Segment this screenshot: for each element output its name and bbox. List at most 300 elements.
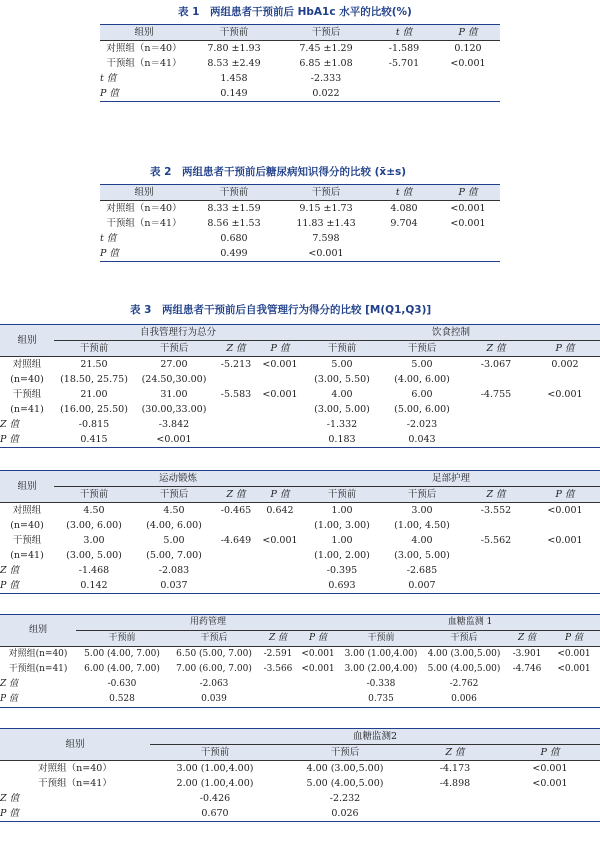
header-cell: Z 值 [226,343,246,354]
cell [258,372,302,387]
cell: (3.00, 5.00) [66,550,122,561]
cell: 0.680 [220,233,248,244]
cell: 4.00 (3.00,5.00) [306,763,384,774]
cell: -2.083 [158,565,190,576]
cell: -0.815 [78,419,110,430]
table1-caption: 表 1 两组患者干预前后 HbA1c 水平的比较(%) [178,6,412,18]
cell: 0.043 [408,434,436,445]
header-cell: 干预前 [367,633,395,643]
cell: 对照组 [12,359,42,370]
header-cell: 干预后 [200,633,228,643]
cell: -3.067 [480,359,512,370]
cell: 0.006 [451,694,477,704]
cell: 4.50 [83,505,105,516]
cell: 0.026 [331,808,359,819]
cell: -2.762 [449,679,479,689]
table-row [0,677,600,692]
cell: 31.00 [160,389,188,400]
cell [500,806,600,822]
cell: 11.83 ±1.43 [296,218,356,229]
cell: (1.00, 2.00) [314,550,370,561]
table-row [0,647,600,663]
table1 [100,24,500,102]
table-row [100,56,500,71]
cell: <0.001 [532,778,568,789]
cell: P 值 [100,248,119,259]
header-cell: 组别 [28,625,47,635]
table-row [100,231,500,246]
table1-header [100,25,500,41]
header-cell: P 值 [555,489,575,500]
cell: 5.00 [163,535,185,546]
cell: 3.00 (1.00,4.00) [344,649,418,659]
cell [258,548,302,563]
cell: 对照组（n＝40） [106,43,182,54]
cell: 5.00 (4.00,5.00) [306,778,384,789]
cell: 4.00 [331,389,353,400]
cell [506,677,548,692]
cell [214,372,258,387]
table3-block1 [0,324,600,448]
cell: 0.007 [408,580,436,591]
cell: 6.00 (4.00, 7.00) [84,664,160,674]
cell: -5.213 [220,359,252,370]
header-cell: 干预前 [200,747,230,758]
cell: <0.001 [262,359,298,370]
cell: 0.037 [160,580,188,591]
cell: 5.00 [411,359,433,370]
block-body [0,503,600,594]
cell: (30.00,33.00) [141,404,207,415]
header-cell: 组别 [134,27,154,38]
cell: -5.583 [220,389,252,400]
cell: (n=40) [10,520,44,531]
block-subheader-row [0,341,600,357]
cell [530,548,600,563]
cell [462,372,530,387]
header-cell: 干预前 [219,27,249,38]
cell [214,432,258,448]
cell: -1.468 [78,565,110,576]
cell: -5.562 [480,535,512,546]
cell: 1.458 [220,73,248,84]
cell [258,417,302,432]
cell: -4.173 [439,763,471,774]
cell: 7.80 ±1.93 [207,43,261,54]
cell: -2.333 [310,73,342,84]
block-header-row [0,471,600,487]
cell: (3.00, 5.50) [314,374,370,385]
cell: 0.642 [266,505,294,516]
cell: 0.022 [312,88,340,99]
header-cell: P 值 [309,633,327,643]
cell [436,86,500,102]
cell: (3.00, 6.00) [66,520,122,531]
cell: 0.735 [368,694,394,704]
header-cell: Z 值 [517,633,537,643]
header-cell: P 值 [270,343,290,354]
cell [436,71,500,86]
cell: <0.001 [547,389,583,400]
header-cell: 干预前 [327,489,357,500]
cell [214,417,258,432]
cell: t 值 [100,233,117,244]
cell: 干预组（n＝41） [106,58,182,69]
header-cell: 组别 [17,481,37,492]
header-cell: Z 值 [226,489,246,500]
cell: 对照组（n=40） [38,763,112,774]
cell [258,518,302,533]
cell: (16.00, 25.50) [60,404,128,415]
cell: 5.00 [331,359,353,370]
cell: 0.142 [80,580,108,591]
cell [260,677,296,692]
cell: <0.001 [156,434,192,445]
cell: 0.002 [551,359,579,370]
table-row [0,518,600,533]
table-row [0,372,600,387]
cell: 4.080 [390,203,418,214]
table-row [100,216,500,231]
cell: -3.552 [480,505,512,516]
cell: 0.039 [201,694,227,704]
cell: 干预组（n=41） [38,778,112,789]
cell [410,791,500,806]
table-row [0,417,600,432]
cell: (24.50,30.00) [141,374,207,385]
cell: (5.00, 7.00) [146,550,202,561]
header-cell: 干预后 [159,489,189,500]
cell [462,548,530,563]
cell [214,402,258,417]
table-row [0,761,600,777]
cell: P 值 [0,808,19,819]
cell: -4.898 [439,778,471,789]
header-cell: Z 值 [445,747,465,758]
cell [462,402,530,417]
table-row [0,548,600,563]
cell: t 值 [100,73,117,84]
cell [436,246,500,262]
cell: <0.001 [308,248,344,259]
cell: 8.56 ±1.53 [207,218,261,229]
cell: (3.00, 5.00) [394,550,450,561]
cell: 3.00 [411,505,433,516]
header-cell: 血糖监测 1 [340,615,600,631]
header-cell: P 值 [458,187,478,198]
cell: 0.499 [220,248,248,259]
table-row [0,503,600,519]
header-cell: 组别 [17,335,37,346]
cell [214,563,258,578]
cell: <0.001 [262,389,298,400]
cell: P 值 [0,694,18,704]
header-cell: 干预后 [450,633,478,643]
cell [258,432,302,448]
table-row [100,201,500,217]
cell [530,417,600,432]
header-cell: 干预后 [330,747,360,758]
cell [214,578,258,594]
cell [258,402,302,417]
table3-block3 [0,614,600,708]
header-cell: 干预后 [311,27,341,38]
cell [500,791,600,806]
cell [296,692,340,708]
cell: 9.15 ±1.73 [299,203,353,214]
header-cell: 干预后 [407,489,437,500]
table-row [0,357,600,373]
header-cell: P 值 [555,343,575,354]
cell: <0.001 [450,58,486,69]
cell [214,518,258,533]
cell: Z 值 [0,793,20,804]
cell [260,692,296,708]
cell: -2.232 [329,793,361,804]
table2-header [100,185,500,201]
cell [258,578,302,594]
table-row [0,806,600,822]
cell: 干预组 [12,535,42,546]
cell [258,563,302,578]
table2-caption: 表 2 两组患者干预前后糖尿病知识得分的比较 (x̄±s) [150,166,407,178]
cell: (n=41) [10,550,44,561]
cell: 21.00 [80,389,108,400]
table-row [100,86,500,102]
table-row [0,692,600,708]
block-header-row [0,615,600,631]
table-row [0,776,600,791]
cell: 6.00 [411,389,433,400]
cell: -2.063 [199,679,229,689]
cell: 9.704 [390,218,418,229]
cell: -0.426 [199,793,231,804]
cell: (4.00, 6.00) [146,520,202,531]
cell: <0.001 [557,664,591,674]
table-row [0,563,600,578]
cell: 1.00 [331,505,353,516]
cell: 0.693 [328,580,356,591]
cell [530,518,600,533]
cell: 0.670 [201,808,229,819]
cell: -4.746 [512,664,542,674]
cell: 8.53 ±2.49 [207,58,261,69]
header-cell: 干预前 [79,489,109,500]
cell: 7.598 [312,233,340,244]
cell [462,432,530,448]
cell: Z 值 [0,565,20,576]
cell: 2.00 (1.00,4.00) [176,778,254,789]
cell: <0.001 [532,763,568,774]
cell: 3.00 (2.00,4.00) [344,664,418,674]
cell: -2.685 [406,565,438,576]
header-cell: 足部护理 [302,471,600,487]
block-body [0,647,600,708]
header-cell: 自我管理行为总分 [54,325,302,341]
table-row [0,432,600,448]
table-row [0,533,600,548]
header-cell: 干预前 [219,187,249,198]
cell [530,432,600,448]
cell: 0.183 [328,434,356,445]
cell [436,231,500,246]
cell: <0.001 [450,218,486,229]
cell: 6.85 ±1.08 [299,58,353,69]
cell [410,806,500,822]
block-subheader-row [0,631,600,647]
table-row [100,71,500,86]
table-row [100,41,500,57]
table2 [100,184,500,262]
cell: 对照组 [12,505,42,516]
cell: -1.589 [388,43,420,54]
cell: 干预组(n=41) [8,664,68,674]
cell: 5.00 (4.00,5.00) [427,664,501,674]
cell: (n=40) [10,374,44,385]
cell: (n=41) [10,404,44,415]
header-cell: 用药管理 [76,615,340,631]
table-row [0,387,600,402]
cell: P 值 [100,88,119,99]
cell: P 值 [0,580,19,591]
cell: 7.00 (6.00, 7.00) [176,664,252,674]
cell: 27.00 [160,359,188,370]
cell: 7.45 ±1.29 [299,43,353,54]
header-cell: 干预后 [311,187,341,198]
header-cell: P 值 [540,747,560,758]
header-cell: Z 值 [486,489,506,500]
header-cell: 组别 [65,739,85,750]
cell: -1.332 [326,419,358,430]
cell: -2.023 [406,419,438,430]
cell: 干预组 [12,389,42,400]
cell: <0.001 [301,664,335,674]
header-cell: 血糖监测2 [150,729,600,745]
cell [530,563,600,578]
header-cell: 饮食控制 [302,325,600,341]
block-header-row [0,325,600,341]
header-cell: 组别 [134,187,154,198]
cell: 4.00 [411,535,433,546]
table-row [0,662,600,677]
cell: 3.00 [83,535,105,546]
cell: -3.901 [512,649,542,659]
block-body [0,357,600,448]
cell [530,372,600,387]
header-cell: P 值 [270,489,290,500]
cell: (1.00, 3.00) [314,520,370,531]
table3-block2 [0,470,600,594]
cell: 4.50 [163,505,185,516]
block-header-row [0,729,600,745]
cell: 8.33 ±1.59 [207,203,261,214]
header-cell: t 值 [395,187,413,198]
cell [372,71,436,86]
table-row [100,246,500,262]
cell: (5.00, 6.00) [394,404,450,415]
header-cell: Z 值 [268,633,288,643]
cell [548,692,600,708]
header-cell: 运动锻炼 [54,471,302,487]
cell [462,417,530,432]
cell: <0.001 [557,649,591,659]
cell: 对照组（n＝40） [106,203,182,214]
table-row [0,402,600,417]
cell: -3.566 [263,664,293,674]
header-cell: P 值 [458,27,478,38]
cell: 0.528 [109,694,135,704]
cell: 对照组(n=40) [8,649,68,659]
cell [296,677,340,692]
cell [462,518,530,533]
cell: <0.001 [450,203,486,214]
table-row [0,578,600,594]
cell: (1.00, 4.50) [394,520,450,531]
header-cell: 干预前 [108,633,136,643]
cell: Z 值 [0,679,19,689]
cell: -4.755 [480,389,512,400]
header-cell: t 值 [395,27,413,38]
cell [462,578,530,594]
cell: -0.630 [107,679,137,689]
cell [530,402,600,417]
cell: <0.001 [262,535,298,546]
block-body [0,761,600,822]
table3-block4 [0,728,600,822]
table-row [0,791,600,806]
cell: Z 值 [0,419,20,430]
cell [372,86,436,102]
cell: 3.00 (1.00,4.00) [176,763,254,774]
cell [506,692,548,708]
cell: -3.842 [158,419,190,430]
cell: 4.00 (3.00,5.00) [427,649,501,659]
cell: (3.00, 5.00) [314,404,370,415]
cell: (4.00, 6.00) [394,374,450,385]
cell: -2.591 [263,649,293,659]
cell: <0.001 [301,649,335,659]
cell: 21.50 [80,359,108,370]
cell: (18.50, 25.75) [60,374,128,385]
cell: 干预组（n＝41） [106,218,182,229]
cell: -0.395 [326,565,358,576]
header-cell: 干预前 [327,343,357,354]
cell: 0.149 [220,88,248,99]
cell [462,563,530,578]
cell: -0.465 [220,505,252,516]
header-cell: 干预后 [407,343,437,354]
cell: 0.415 [80,434,108,445]
header-cell: 干预后 [159,343,189,354]
cell: <0.001 [547,535,583,546]
cell: 0.120 [454,43,482,54]
cell [214,548,258,563]
header-cell: P 值 [565,633,583,643]
block-subheader-row [0,487,600,503]
cell: -5.701 [388,58,420,69]
cell [548,677,600,692]
cell [372,246,436,262]
cell: P 值 [0,434,19,445]
cell [530,578,600,594]
header-cell: 干预前 [79,343,109,354]
cell: -0.338 [366,679,396,689]
cell: 6.50 (5.00, 7.00) [176,649,252,659]
cell: 5.00 (4.00, 7.00) [84,649,160,659]
cell: -4.649 [220,535,252,546]
header-cell: Z 值 [486,343,506,354]
cell [372,231,436,246]
